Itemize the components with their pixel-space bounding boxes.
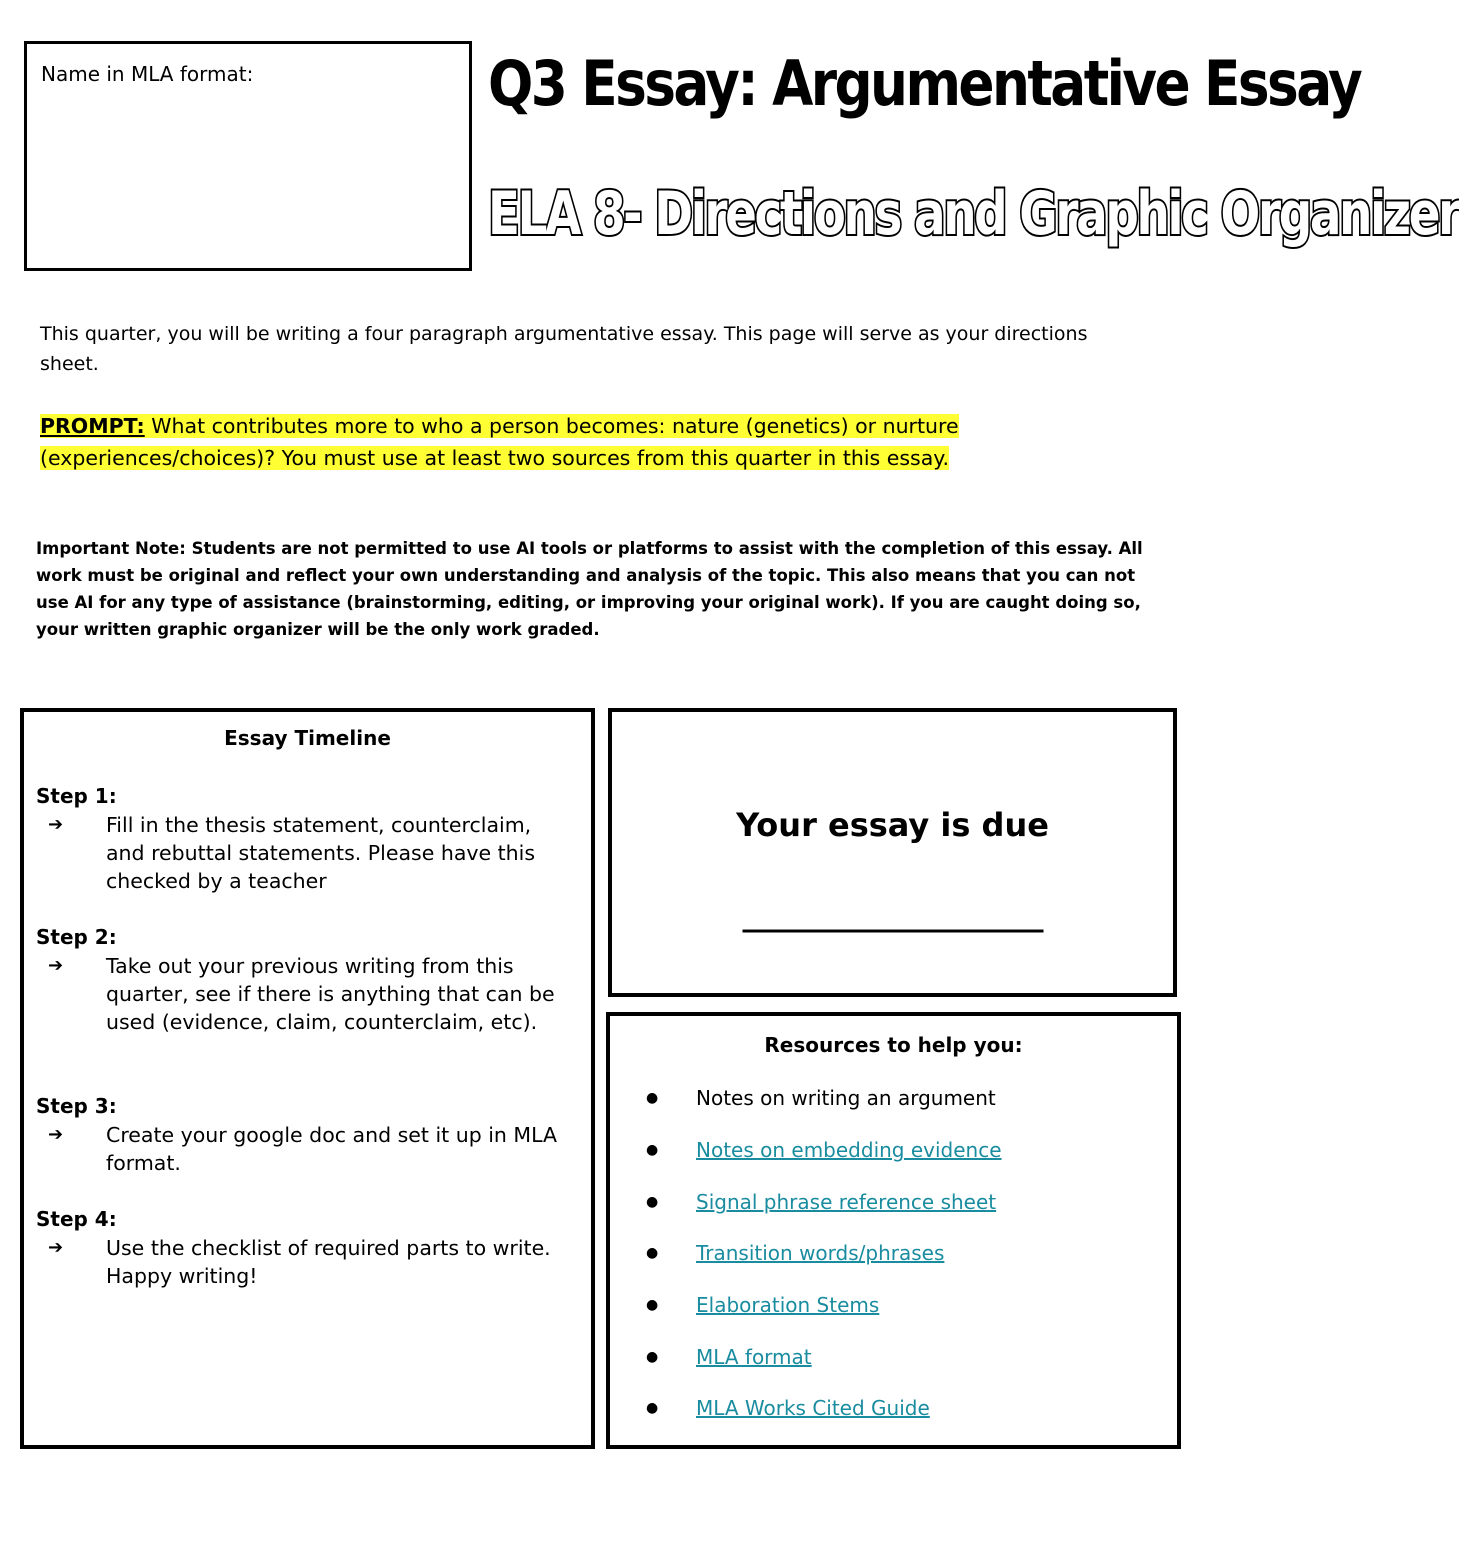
due-date-blank: ____________________ <box>742 895 1043 933</box>
important-note: Important Note: Students are not permitted to use AI tools or platforms to assist with the completion of this essay. All work must be original and reflect your own understanding and analysis of the topic. This also means that you can not use AI for any type of assistance (brainstorming, editing, or improving your original work). If you are caught doing so, your written graphic organizer will be the only work graded. <box>36 539 1143 639</box>
prompt-text: What contributes more to who a person becomes: nature (genetics) or nurture (experiences/choices)? You must use at least two sources from this quarter in this essay. <box>40 414 959 470</box>
resource-item <box>646 1084 996 1112</box>
bullet-icon: ● <box>646 1349 659 1365</box>
resource-link[interactable]: Notes on embedding evidence <box>696 1138 1002 1162</box>
resource-item[interactable] <box>646 1239 944 1267</box>
arrow-icon: ➔ <box>48 1237 64 1258</box>
step-label: Step 1: <box>36 784 117 808</box>
page-title: Q3 Essay: Argumentative Essay <box>488 47 1361 120</box>
step-2 <box>36 923 576 1036</box>
resource-link[interactable]: Transition words/phrases <box>696 1241 945 1265</box>
resource-item[interactable] <box>646 1291 879 1319</box>
step-text: Take out your previous writing from this quarter, see if there is anything that can be used (evidence, claim, counterclaim, etc). <box>106 954 555 1034</box>
resource-link[interactable]: MLA format <box>696 1345 812 1369</box>
resource-link[interactable]: Elaboration Stems <box>696 1293 880 1317</box>
timeline-title: Essay Timeline <box>224 726 391 750</box>
prompt-paragraph <box>40 410 1120 474</box>
due-date-box <box>608 708 1177 997</box>
bullet-icon: ● <box>646 1090 659 1106</box>
step-1 <box>36 782 576 895</box>
bullet-icon: ● <box>646 1297 659 1313</box>
bullet-icon: ● <box>646 1400 659 1416</box>
step-text: Create your google doc and set it up in MLA format. <box>106 1123 558 1175</box>
arrow-icon: ➔ <box>48 814 64 835</box>
essay-timeline-box <box>20 708 595 1449</box>
resource-link[interactable]: MLA Works Cited Guide <box>696 1396 930 1420</box>
step-text: Use the checklist of required parts to write. Happy writing! <box>106 1236 551 1288</box>
arrow-icon: ➔ <box>48 955 64 976</box>
intro-paragraph: This quarter, you will be writing a four paragraph argumentative essay. This page will serve as your directions sheet. <box>40 323 1088 375</box>
resource-link[interactable]: Signal phrase reference sheet <box>696 1190 997 1214</box>
page-subtitle: ELA 8- Directions and Graphic Organizer <box>488 179 1459 249</box>
step-label: Step 3: <box>36 1094 117 1118</box>
resource-text: Notes on writing an argument <box>696 1086 996 1110</box>
resources-title: Resources to help you: <box>764 1033 1023 1057</box>
step-label: Step 2: <box>36 925 117 949</box>
resource-item[interactable] <box>646 1136 1002 1164</box>
resource-item[interactable] <box>646 1394 930 1422</box>
step-label: Step 4: <box>36 1207 117 1231</box>
resources-box <box>606 1012 1181 1449</box>
step-text: Fill in the thesis statement, counterclaim, and rebuttal statements. Please have this checked by a teacher <box>106 813 536 893</box>
prompt-label: PROMPT: <box>40 414 145 438</box>
bullet-icon: ● <box>646 1245 659 1261</box>
arrow-icon: ➔ <box>48 1124 64 1145</box>
bullet-icon: ● <box>646 1194 659 1210</box>
name-box <box>24 41 472 271</box>
due-date-label: Your essay is due <box>736 806 1049 844</box>
resource-item[interactable] <box>646 1188 996 1216</box>
resource-item[interactable] <box>646 1343 812 1371</box>
prompt-highlight <box>40 414 959 470</box>
bullet-icon: ● <box>646 1142 659 1158</box>
step-4 <box>36 1205 576 1290</box>
name-label: Name in MLA format: <box>41 62 254 86</box>
step-3 <box>36 1092 576 1177</box>
